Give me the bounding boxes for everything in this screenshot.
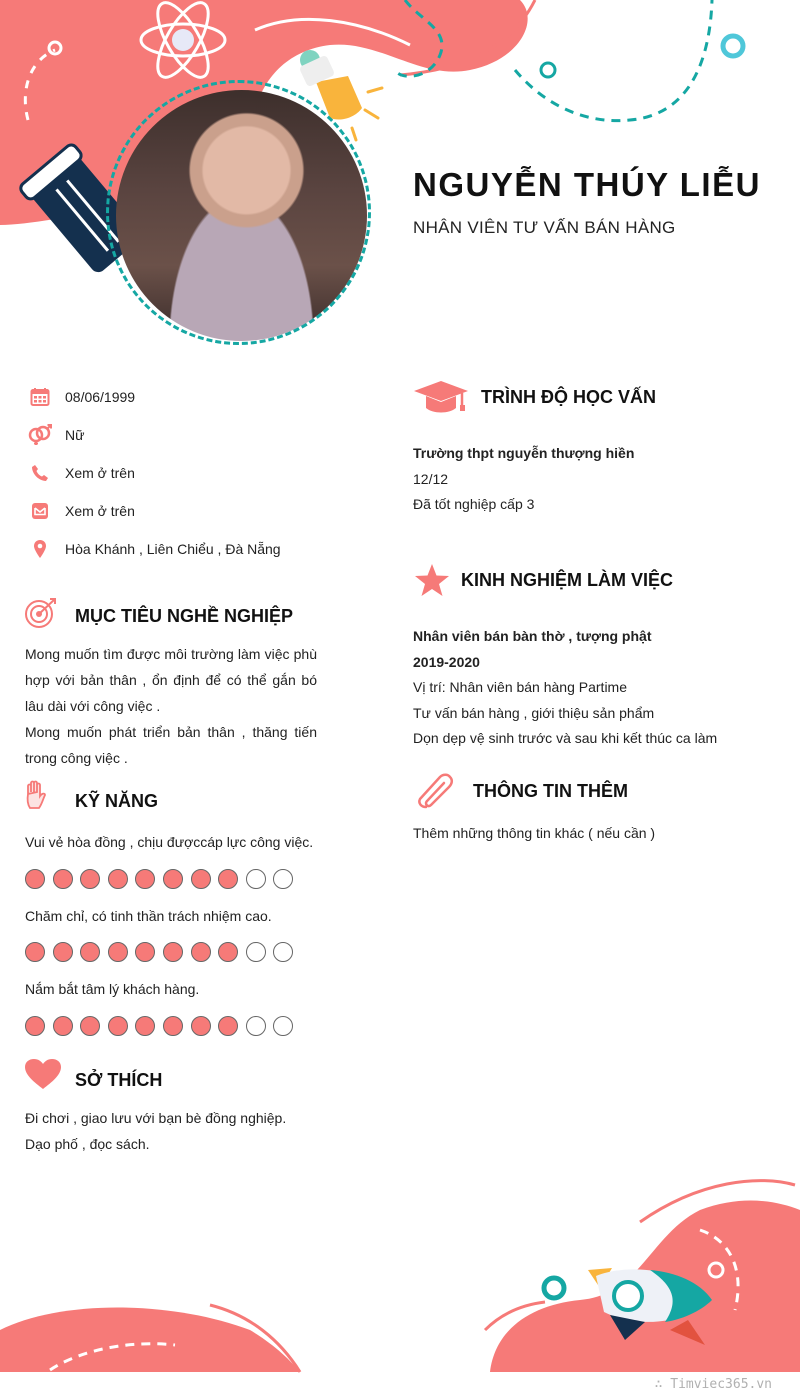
objective-paragraph-2: Mong muốn phát triển bản thân , thăng tiến trong công việc .: [25, 724, 317, 766]
skill-3-label: Nắm bắt tâm lý khách hàng.: [25, 981, 200, 997]
rating-dot-filled: [108, 942, 128, 962]
rating-dot-filled: [108, 869, 128, 889]
calendar-icon: [28, 385, 52, 409]
hand-icon: [24, 780, 48, 817]
objective-text: [25, 641, 317, 771]
birthday-text: 08/06/1999: [65, 389, 136, 405]
rating-dot-filled: [80, 942, 100, 962]
rating-dot-empty: [273, 1016, 293, 1036]
rating-dot-filled: [80, 1016, 100, 1036]
contact-phone: [28, 460, 135, 486]
email-text: Xem ở trên: [65, 503, 135, 519]
rating-dot-filled: [53, 869, 73, 889]
rating-dot-filled: [218, 942, 238, 962]
watermark-icon: ∴: [654, 1377, 671, 1392]
hobby-line-2: Dạo phố , đọc sách.: [25, 1136, 150, 1152]
rating-dot-filled: [108, 1016, 128, 1036]
phone-icon: [28, 461, 52, 485]
work-period: 2019-2020: [413, 653, 480, 670]
hobby-line-1: Đi chơi , giao lưu với bạn bè đồng nghiệp.: [25, 1110, 287, 1126]
work-duty-2: Dọn dẹp vệ sinh trước và sau khi kết thúc ca làm: [413, 730, 718, 746]
rating-dot-empty: [246, 1016, 266, 1036]
target-icon: [24, 596, 58, 635]
full-name: NGUYỄN THÚY LIỄU: [413, 166, 761, 203]
skill-1-rating: [25, 869, 293, 889]
email-icon: [28, 499, 52, 523]
rating-dot-filled: [191, 942, 211, 962]
bottom-left-blob: [0, 1308, 300, 1373]
experience-title: KINH NGHIỆM LÀM VIỆC: [461, 570, 674, 590]
heart-icon: [24, 1058, 62, 1095]
skill-2-rating: [25, 942, 293, 962]
skills-title: KỸ NĂNG: [75, 791, 159, 811]
rating-dot-filled: [191, 869, 211, 889]
rating-dot-empty: [246, 869, 266, 889]
hobbies-text: [25, 1105, 286, 1157]
phone-text: Xem ở trên: [65, 465, 135, 481]
rating-dot-filled: [53, 1016, 73, 1036]
contact-birthday: [28, 384, 135, 410]
contact-address: [28, 536, 281, 562]
skill-3-rating: [25, 1016, 293, 1036]
school-name: Trường thpt nguyễn thượng hiền: [413, 445, 635, 461]
work-duty-1: Tư vấn bán hàng , giới thiệu sản phẩm: [413, 704, 655, 721]
rating-dot-filled: [135, 942, 155, 962]
watermark-text: Timviec365.vn: [670, 1377, 772, 1392]
company-name: Nhân viên bán bàn thờ , tượng phật: [413, 628, 652, 644]
rating-dot-filled: [191, 1016, 211, 1036]
rating-dot-empty: [273, 869, 293, 889]
location-pin-icon: [28, 537, 52, 561]
rating-dot-empty: [273, 942, 293, 962]
work-position: Vị trí: Nhân viên bán hàng Partime: [413, 679, 628, 695]
paperclip-icon: [416, 771, 458, 816]
job-title: NHÂN VIÊN TƯ VẤN BÁN HÀNG: [413, 218, 676, 237]
watermark: [655, 1377, 772, 1392]
hobbies-title: SỞ THÍCH: [75, 1070, 163, 1090]
skill-2-label: Chăm chỉ, có tinh thần trách nhiệm cao.: [25, 908, 272, 924]
extra-text: Thêm những thông tin khác ( nếu cần ): [413, 825, 656, 841]
photo-dashed-ring: [106, 80, 371, 345]
rating-dot-filled: [135, 869, 155, 889]
rating-dot-empty: [246, 942, 266, 962]
rating-dot-filled: [163, 942, 183, 962]
rating-dot-filled: [135, 1016, 155, 1036]
school-grade: 12/12: [413, 470, 449, 487]
rating-dot-filled: [163, 869, 183, 889]
rating-dot-filled: [218, 1016, 238, 1036]
address-text: Hòa Khánh , Liên Chiểu , Đà Nẵng: [65, 541, 281, 557]
rating-dot-filled: [218, 869, 238, 889]
experience-details: [413, 624, 717, 752]
rating-dot-filled: [25, 869, 45, 889]
contact-gender: [28, 422, 84, 448]
rating-dot-filled: [53, 942, 73, 962]
education-title: TRÌNH ĐỘ HỌC VẤN: [481, 387, 656, 407]
gender-icon: [28, 423, 52, 447]
education-details: [413, 441, 634, 518]
star-icon: [414, 563, 450, 602]
school-status: Đã tốt nghiệp cấp 3: [413, 496, 535, 512]
gender-text: Nữ: [65, 427, 85, 443]
rating-dot-filled: [163, 1016, 183, 1036]
contact-email: [28, 498, 135, 524]
graduation-cap-icon: [413, 380, 471, 421]
rating-dot-filled: [25, 1016, 45, 1036]
skill-1-label: Vui vẻ hòa đồng , chịu đượccáp lực công việc.: [25, 834, 314, 850]
rating-dot-filled: [80, 869, 100, 889]
rating-dot-filled: [25, 942, 45, 962]
objective-paragraph-1: Mong muốn tìm được môi trường làm việc phù hợp với bản thân , ổn định để có thể gắn bó lâu dài với công việc .: [25, 646, 317, 714]
extra-title: THÔNG TIN THÊM: [473, 781, 628, 801]
objective-title: MỤC TIÊU NGHỀ NGHIỆP: [75, 606, 294, 626]
